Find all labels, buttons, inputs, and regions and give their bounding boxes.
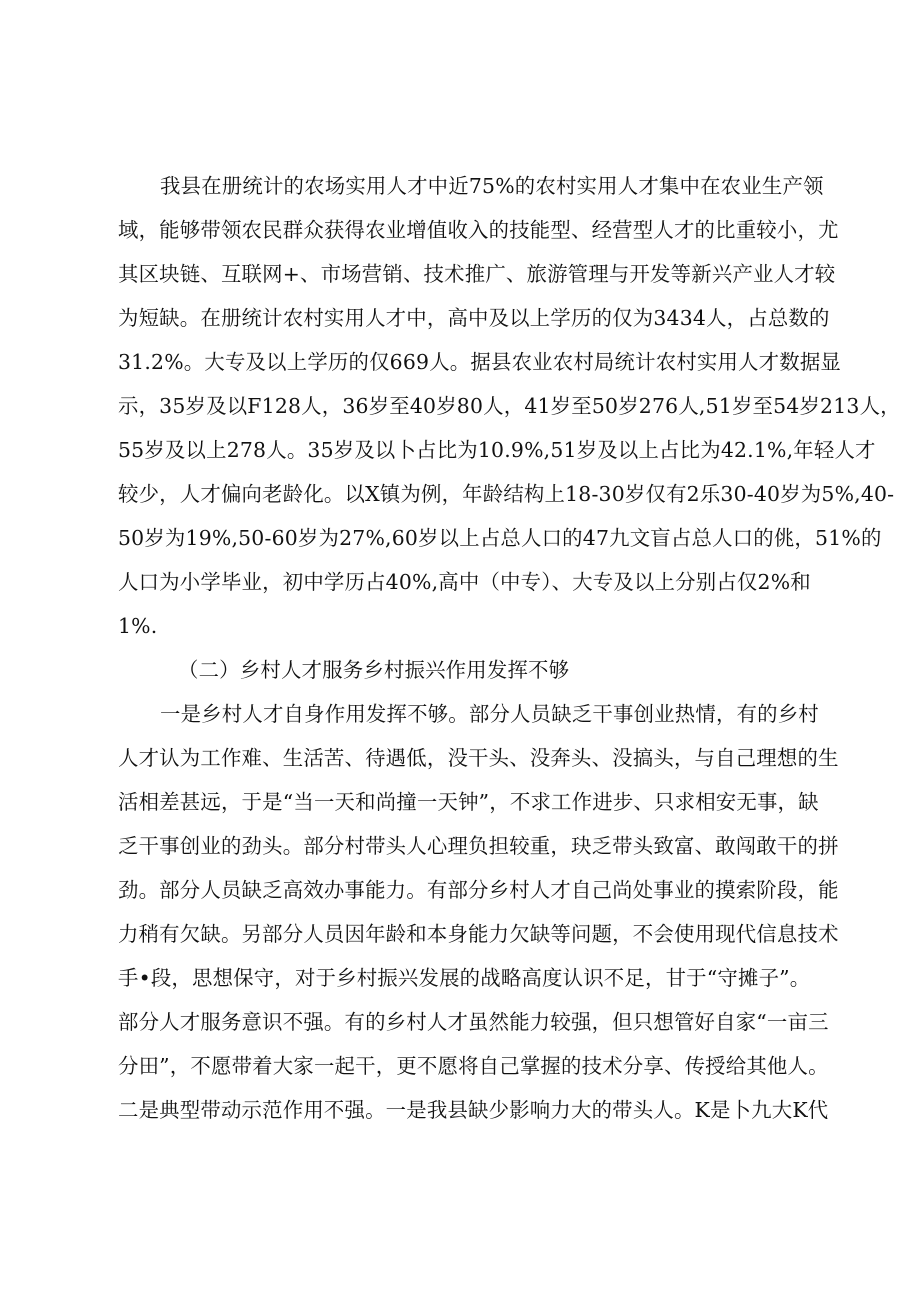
paragraph-2-line-7: 手•段，思想保守，对于乡村振兴发展的战略高度认识不足，甘于“守摊子”。: [118, 966, 811, 990]
paragraph-2-line-2: 人才认为工作难、生活苦、待遇低，没干头、没奔头、没搞头，与自己理想的生: [118, 746, 839, 770]
section-heading: （二）乡村人才服务乡村振兴作用发挥不够: [178, 658, 570, 682]
paragraph-1-line-5: 31.2%。大专及以上学历的仅669人。据县农业农村局统计农村实用人才数据显: [118, 350, 842, 374]
paragraph-2-line-5: 劲。部分人员缺乏高效办事能力。有部分乡村人才自己尚处事业的摸索阶段，能: [118, 878, 839, 902]
paragraph-1-line-11: 1%.: [118, 614, 158, 638]
paragraph-1-line-9: 50岁为19%,50-60岁为27%,60岁以上占总人口的47九文盲占总人口的佻，51%的: [118, 526, 882, 550]
paragraph-2-line-8: 部分人才服务意识不强。有的乡村人才虽然能力较强，但只想管好自家“一亩三: [118, 1010, 829, 1034]
paragraph-1-line-3: 其区块链、互联网+、市场营销、技术推广、旅游管理与开发等新兴产业人才较: [118, 262, 836, 286]
paragraph-1-line-10: 人口为小学毕业，初中学历占40%,高中（中专）、大专及以上分别占仅2%和: [118, 570, 811, 594]
paragraph-2-line-6: 力稍有欠缺。另部分人员因年龄和本身能力欠缺等问题，不会使用现代信息技术: [118, 922, 839, 946]
paragraph-2-line-10: 二是典型带动示范作用不强。一是我县缺少影响力大的带头人。K是卜九大K代: [118, 1098, 829, 1122]
paragraph-1-line-1: 我县在册统计的农场实用人才中近75%的农村实用人才集中在农业生产领: [160, 174, 824, 198]
paragraph-2-line-1: 一是乡村人才自身作用发挥不够。部分人员缺乏干事创业热情，有的乡村: [160, 702, 819, 726]
paragraph-1-line-8: 较少，人才偏向老龄化。以X镇为例，年龄结构上18-30岁仅有2乐30-40岁为5%,40-: [118, 482, 895, 506]
paragraph-2-line-3: 活相差甚远，于是“当一天和尚撞一天钟”，不求工作进步、只求相安无事，缺: [118, 790, 819, 814]
paragraph-2-line-9: 分田”，不愿带着大家一起干，更不愿将自己掌握的技术分享、传授给其他人。: [118, 1054, 829, 1078]
paragraph-2-line-4: 乏干事创业的劲头。部分村带头人心理负担较重，玦乏带头致富、敢闯敢干的拼: [118, 834, 839, 858]
paragraph-1-line-2: 域，能够带领农民群众获得农业增值收入的技能型、经营型人才的比重较小，尤: [118, 218, 839, 242]
paragraph-1-line-6: 示，35岁及以F128人，36岁至40岁80人，41岁至50岁276人,51岁至54岁213人，: [118, 394, 901, 418]
paragraph-1-line-4: 为短缺。在册统计农村实用人才中，高中及以上学历的仅为3434人，占总数的: [118, 306, 830, 330]
paragraph-1-line-7: 55岁及以上278人。35岁及以卜占比为10.9%,51岁及以上占比为42.1%,年轻人才: [118, 438, 876, 462]
